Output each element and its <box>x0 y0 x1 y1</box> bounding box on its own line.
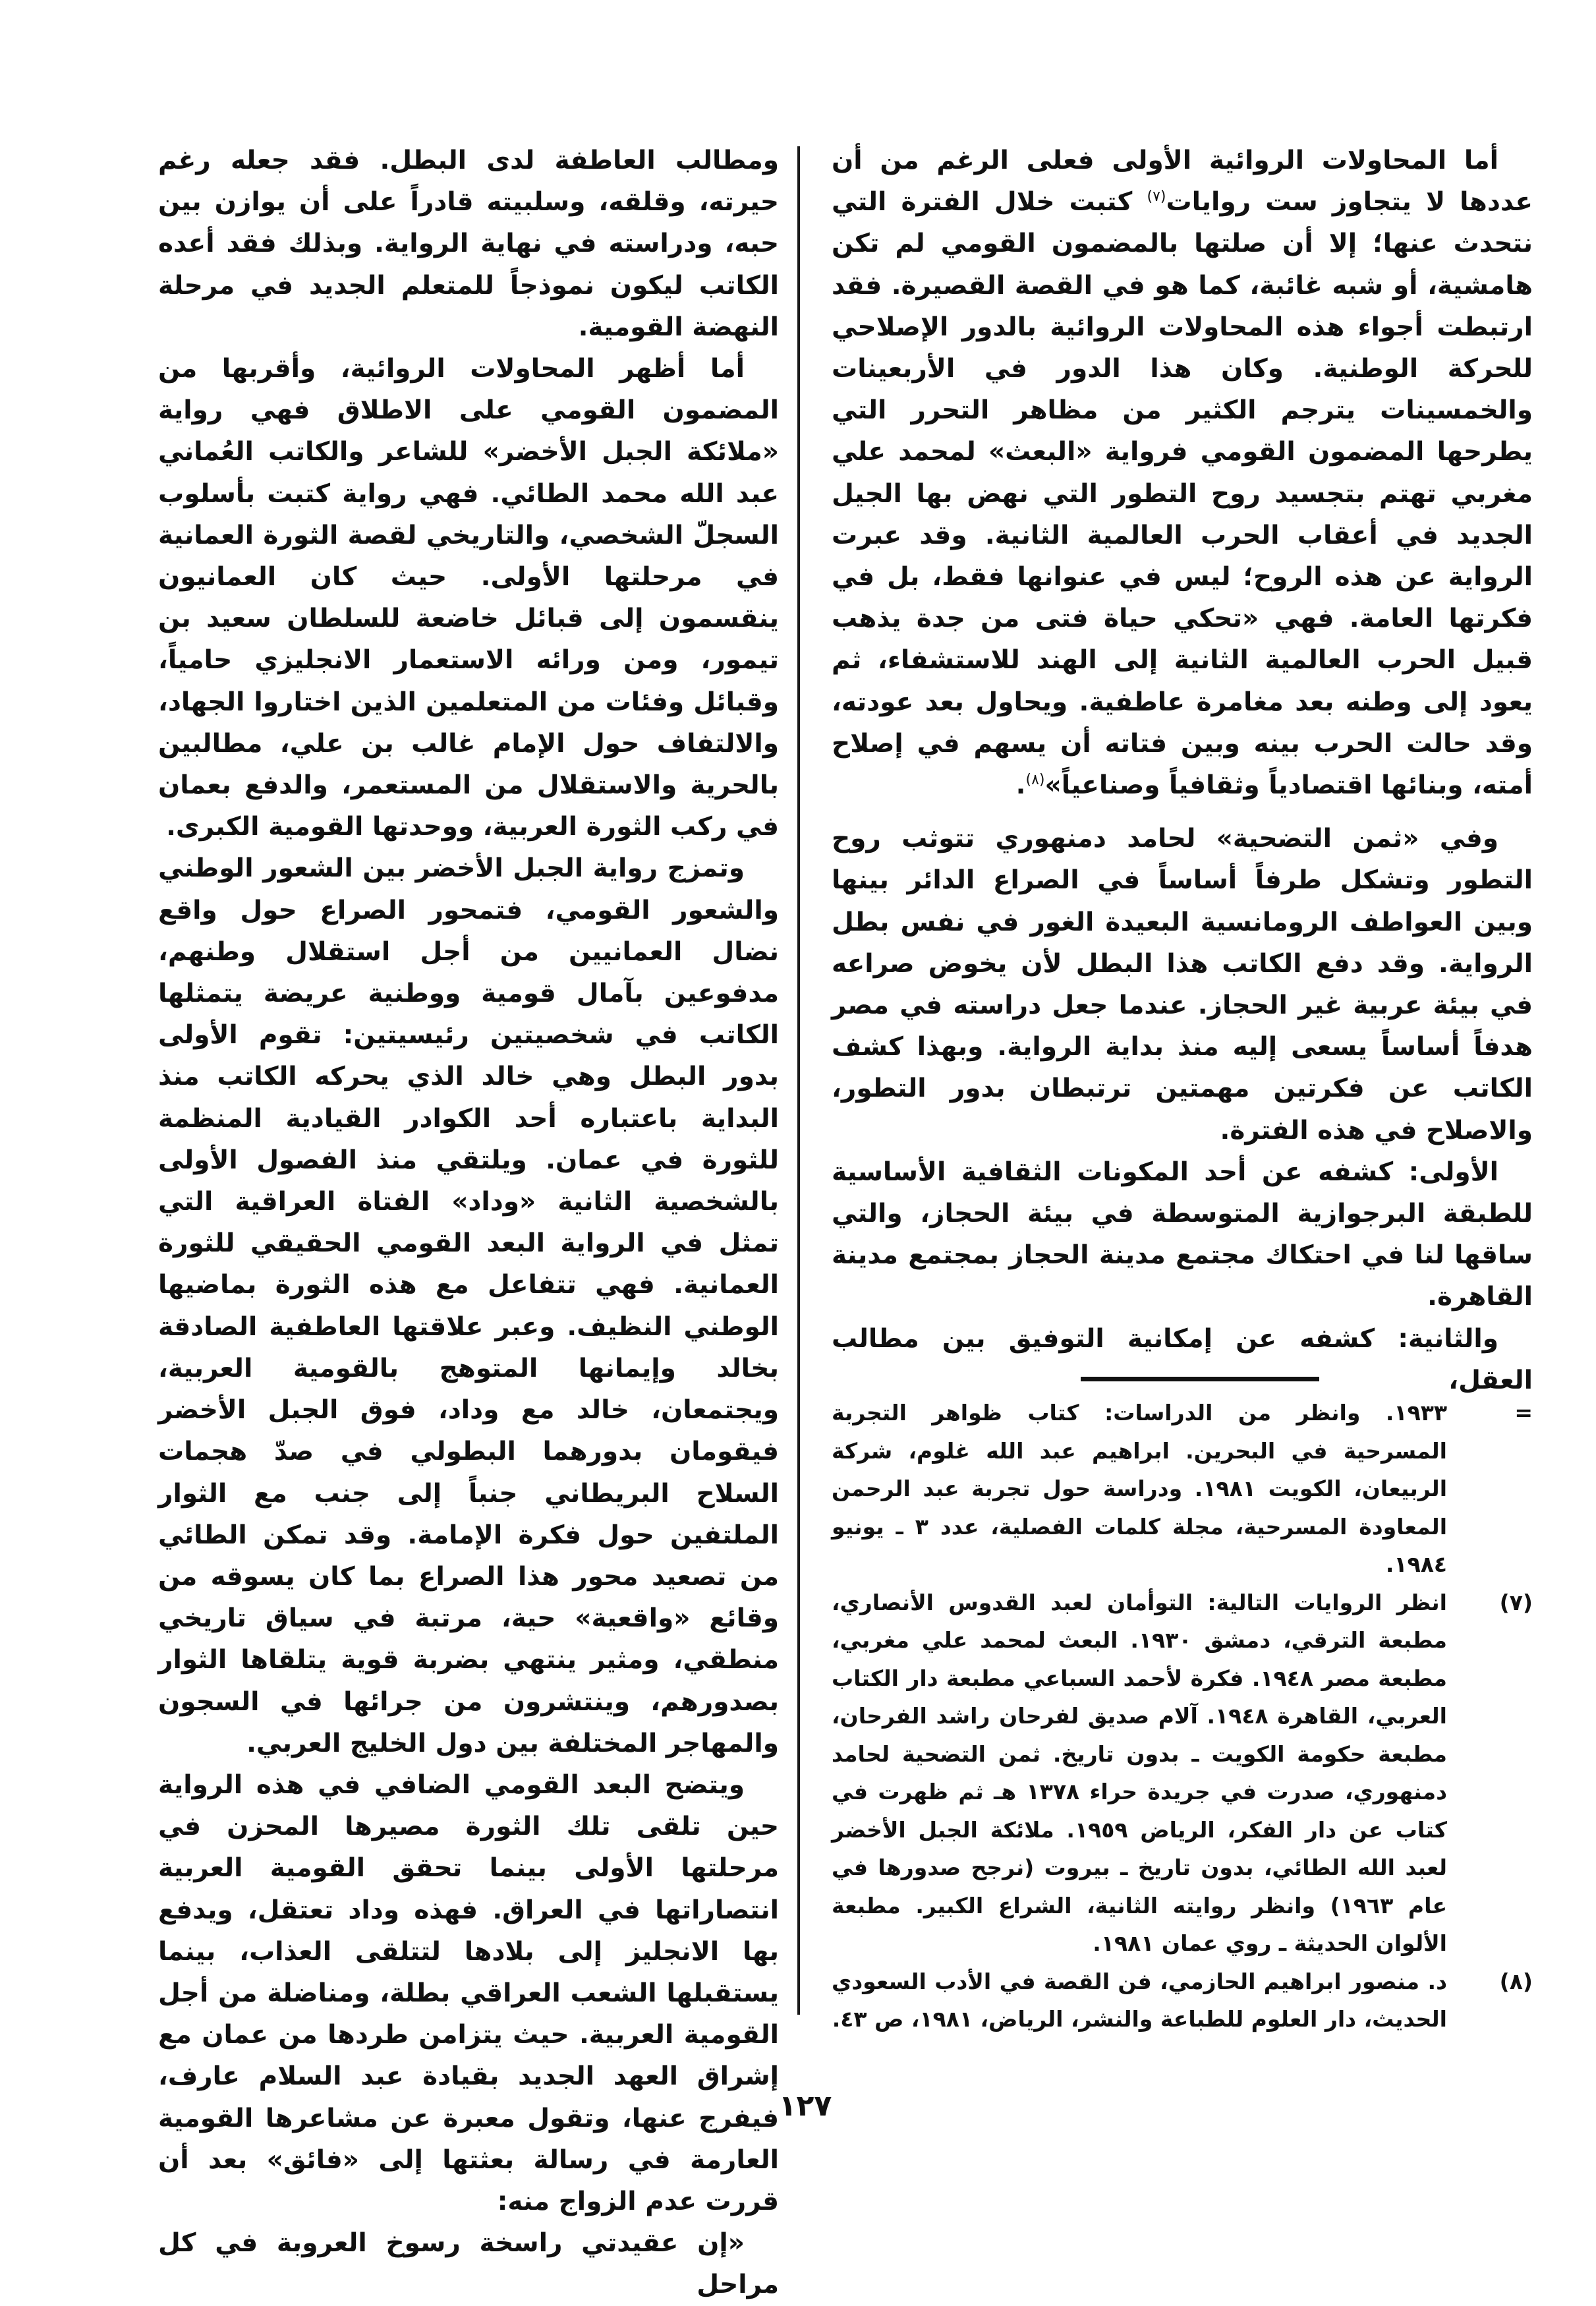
quote-paragraph: «إن عقيدتي راسخة رسوخ العروبة في كل مراحل <box>158 2228 779 2300</box>
page-number: ١٢٧ <box>778 2089 832 2123</box>
footnote-marker: = <box>1514 1400 1533 1426</box>
paragraph: ويتضح البعد القومي الضافي في هذه الرواية حين تلقى تلك الثورة مصيرها المحزن في مرحلتها الأولى بينما تحقق القومية العربية انتصاراتها في العراق. فهذه وداد تعتقل، ويدفع بها الانجليز إلى بلادها لتتلقى العذاب، بينما يستقبلها الشعب العراقي بطلة، ومناضلة من أجل القومية العربية. حيث يتزامن طردها من عمان مع إشراق العهد الجديد بقيادة عبد السلام عارف، فيفرج عنها، وتقول معبرة عن مشاعرها القومية العارمة في رسالة بعثتها إلى «فائق» بعد أن قررت عدم الزواج منه: <box>158 1770 779 2216</box>
paragraph: ومطالب العاطفة لدى البطل. فقد جعله رغم حيرته، وقلقه، وسلبيته قادراً على أن يوازن بين حبه، ودراسته في نهاية الرواية. وبذلك فقد أعده الكاتب ليكون نموذجاً للمتعلم الجديد في مرحلة النهضة القومية. <box>158 146 779 342</box>
paragraph: والثانية: كشفه عن إمكانية التوفيق بين مطالب العقل، <box>832 1323 1533 1395</box>
footnote-text: انظر الروايات التالية: التوأمان لعبد القدوس الأنصاري، مطبعة الترقي، دمشق ١٩٣٠. البعث لمحمد علي مغربي، مطبعة مصر ١٩٤٨. فكرة لأحمد السباعي مطبعة دار الكتاب العربي، القاهرة ١٩٤٨. آلام صديق لفرحان راشد الفرحان، مطبعة حكومة الكويت ـ بدون تاريخ. ثمن التضحية لحامد دمنهوري، صدرت في جريدة حراء ١٣٧٨ هـ ثم ظهرت في كتاب عن دار الفكر، الرياض ١٩٥٩. ملائكة الجبل الأخضر لعبد الله الطائي، بدون تاريخ ـ بيروت (نرجح صدورها في عام ١٩٦٣) وانظر روايته الثانية، الشراع الكبير. مطبعة الألوان الحديثة ـ روي عمان ١٩٨١. <box>832 1589 1447 1956</box>
footnotes <box>832 1394 1533 2038</box>
footnote-ref-8[interactable]: (٨) <box>1025 772 1045 789</box>
column-divider <box>797 146 800 2015</box>
left-column <box>158 140 779 2306</box>
paragraph: أما أظهر المحاولات الروائية، وأقربها من المضمون القومي على الاطلاق فهي رواية «ملائكة الجبل الأخضر» للشاعر والكاتب العُماني عبد الله محمد الطائي. فهي رواية كتبت بأسلوب السجلّ الشخصي، والتاريخي لقصة الثورة العمانية في مرحلتها الأولى. حيث كان العمانيون ينقسمون إلى قبائل خاضعة للسلطان سعيد بن تيمور، ومن ورائه الاستعمار الانجليزي حامياً، وقبائل وفئات من المتعلمين الذين اختاروا الجهاد، والالتفاف حول الإمام غالب بن علي، مطالبين بالحرية والاستقلال من المستعمر، والدفع بعمان في ركب الثورة العربية، ووحدتها القومية الكبرى. <box>158 354 779 842</box>
paragraph: وتمزج رواية الجبل الأخضر بين الشعور الوطني والشعور القومي، فتمحور الصراع حول واقع نضال العمانيين من أجل استقلال وطنهم، مدفوعين بآمال قومية ووطنية عريضة يتمثلها الكاتب في شخصيتين رئيسيتين: تقوم الأولى بدور البطل وهي خالد الذي يحركه الكاتب منذ البداية باعتباره أحد الكوادر القيادية المنظمة للثورة في عمان. ويلتقي منذ الفصول الأولى بالشخصية الثانية «وداد» الفتاة العراقية التي تمثل في الرواية البعد القومي الحقيقي للثورة العمانية. فهي تتفاعل مع هذه الثورة بماضيها الوطني النظيف. وعبر علاقتها العاطفية الصادقة بخالد وإيمانها المتوهج بالقومية العربية، ويجتمعان، خالد مع وداد، فوق الجبل الأخضر فيقومان بدورهما البطولي في صدّ هجمات السلاح البريطاني جنباً إلى جنب مع الثوار الملتفين حول فكرة الإمامة. وقد تمكن الطائي من تصعيد محور هذا الصراع بما كان يسوقه من وقائع «واقعية» حية، مرتبة في سياق تاريخي منطقي، ومثير ينتهي بضربة قوية يتلقاها الثوار بصدورهم، وينتشرون من جرائها في السجون والمهاجر المختلفة بين دول الخليج العربي. <box>158 853 779 1758</box>
paragraph <box>832 140 1533 806</box>
footnote-text: ١٩٣٣. وانظر من الدراسات: كتاب ظواهر التجربة المسرحية في البحرين. ابراهيم عبد الله غلوم، شركة الربيعان، الكويت ١٩٨١. ودراسة حول تجربة عبد الرحمن المعاودة المسرحية، مجلة كلمات الفصلية، عدد ٣ ـ يونيو ١٩٨٤. <box>832 1400 1448 1577</box>
footnote-marker: (٨) <box>1499 1968 1533 1994</box>
right-column <box>832 140 1533 1401</box>
footnote-8 <box>832 1963 1533 2038</box>
paragraph-text: . <box>1015 770 1026 801</box>
paragraph-text: كتبت خلال الفترة التي نتحدث عنها؛ إلا أن صلتها بالمضمون القومي لم تكن هامشية، أو شبه غائبة، كما هو في القصة القصيرة. فقد ارتبطت أجواء هذه المحاولات الروائية بالدور الإصلاحي للحركة الوطنية. وكان هذا الدور في الأربعينات والخمسينات يترجم الكثير من مظاهر التحرر التي يطرحها المضمون القومي فرواية «البعث» لمحمد علي مغربي تهتم بتجسيد روح التطور التي نهض بها الجيل الجديد في أعقاب الحرب العالمية الثانية. وقد عبرت الرواية عن هذه الروح؛ ليس في عنوانها فقط، بل في فكرتها العامة. فهي «تحكي حياة فتى من جدة يذهب قبيل الحرب العالمية الثانية إلى الهند للاستشفاء، ثم يعود إلى وطنه بعد مغامرة عاطفية. ويحاول بعد عودته، وقد حالت الحرب بينه وبين فتاته أن يسهم في إصلاح أمته، وبنائها اقتصادياً وثقافياً وصناعياً» <box>832 187 1533 801</box>
footnote-continuation <box>832 1394 1533 1584</box>
footnote-marker: (٧) <box>1499 1589 1533 1615</box>
footnote-rule <box>1081 1377 1319 1381</box>
footnote-text: د. منصور ابراهيم الحازمي، فن القصة في الأدب السعودي الحديث، دار العلوم للطباعة والنشر، الرياض، ١٩٨١، ص ٤٣. <box>832 1968 1447 2032</box>
paragraph: وفي «ثمن التضحية» لحامد دمنهوري تتوثب روح التطور وتشكل طرفاً أساساً في الصراع الدائر بينها وبين العواطف الرومانسية البعيدة الغور في نفس بطل الرواية. وقد دفع الكاتب هذا البطل لأن يخوض صراعه في بيئة عربية غير الحجاز. عندما جعل دراسته في مصر هدفاً أساساً يسعى إليه منذ بداية الرواية. وبهذا كشف الكاتب عن فكرتين مهمتين ترتبطان بدور التطور، والاصلاح في هذه الفترة. <box>832 824 1533 1145</box>
paragraph: الأولى: كشفه عن أحد المكونات الثقافية الأساسية للطبقة البرجوازية المتوسطة في بيئة الحجاز، والتي ساقها لنا في احتكاك مجتمع مدينة الحجاز بمجتمع مدينة القاهرة. <box>832 1157 1533 1312</box>
paragraph-text: أما المحاولات الروائية الأولى فعلى الرغم من أن عددها لا يتجاوز ست روايات <box>832 146 1533 217</box>
footnote-ref-7[interactable]: (٧) <box>1147 188 1166 206</box>
footnote-7 <box>832 1584 1533 1963</box>
